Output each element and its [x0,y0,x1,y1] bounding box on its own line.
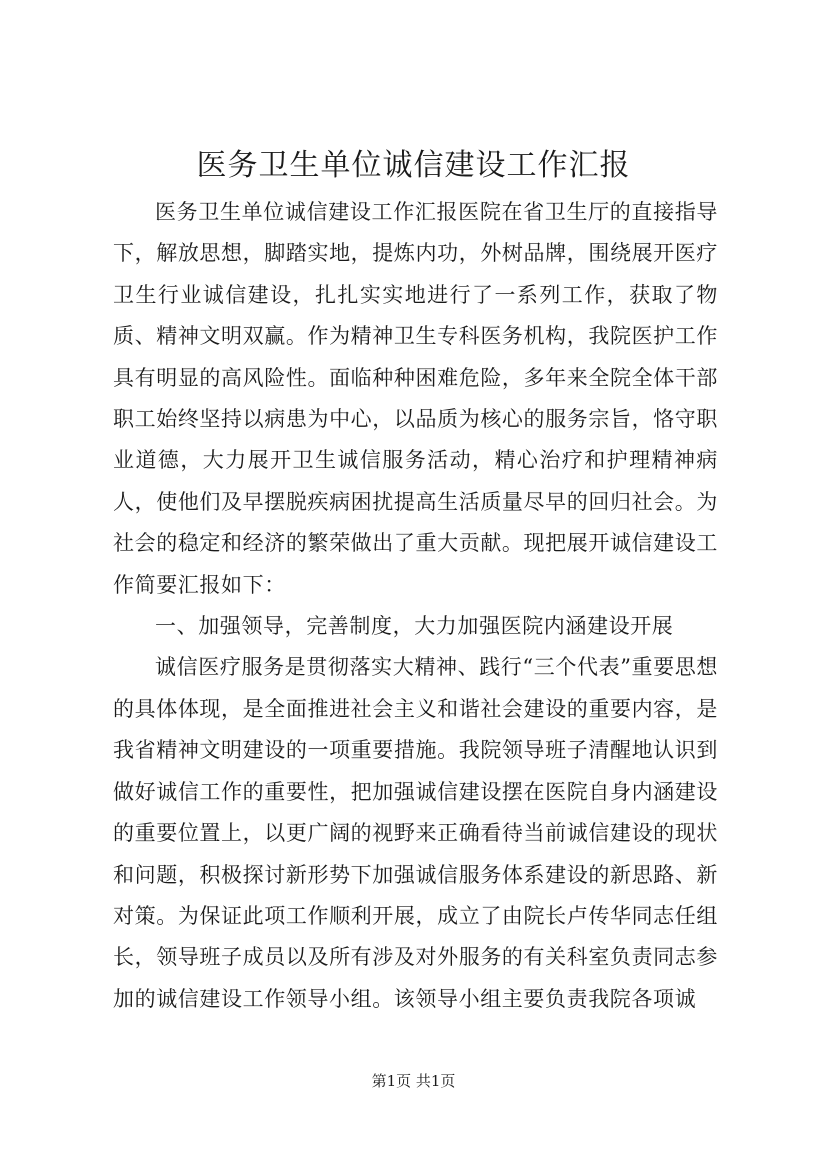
page-number-footer: 第1页 共1页 [371,1072,456,1090]
paragraph-section-1: 诚信医疗服务是贯彻落实大精神、践行“三个代表”重要思想的具体体现，是全面推进社会主义和谐社会建设的重要内容，是我省精神文明建设的一项重要措施。我院领导班子清醒地认识到做好诚信工作的重要性，把加强诚信建设摆在医院自身内涵建设的重要位置上，以更广阔的视野来正确看待当前诚信建设的现状和问题，积极探讨新形势下加强诚信服务体系建设的新思路、新对策。为保证此项工作顺利开展，成立了由院长卢传华同志任组长，领导班子成员以及所有涉及对外服务的有关科室负责同志参加的诚信建设工作领导小组。该领导小组主要负责我院各项诚 [113,655,718,1011]
paragraph-intro: 医务卫生单位诚信建设工作汇报医院在省卫生厅的直接指导下，解放思想，脚踏实地，提炼内功，外树品牌，围绕展开医疗卫生行业诚信建设，扎扎实实地进行了一系列工作，获取了物质、精神文明双赢。作为精神卫生专科医务机构，我院医护工作具有明显的高风险性。面临种种困难危险，多年来全院全体干部职工始终坚持以病患为中心，以品质为核心的服务宗旨，恪守职业道德，大力展开卫生诚信服务活动，精心治疗和护理精神病人，使他们及早摆脱疾病困扰提高生活质量尽早的回归社会。为社会的稳定和经济的繁荣做出了重大贡献。现把展开诚信建设工作简要汇报如下： [113,200,718,597]
document-title: 医务卫生单位诚信建设工作汇报 [196,148,631,183]
document-body [113,192,718,1020]
section-heading-1: 一、加强领导，完善制度，大力加强医院内涵建设开展 [155,614,674,639]
